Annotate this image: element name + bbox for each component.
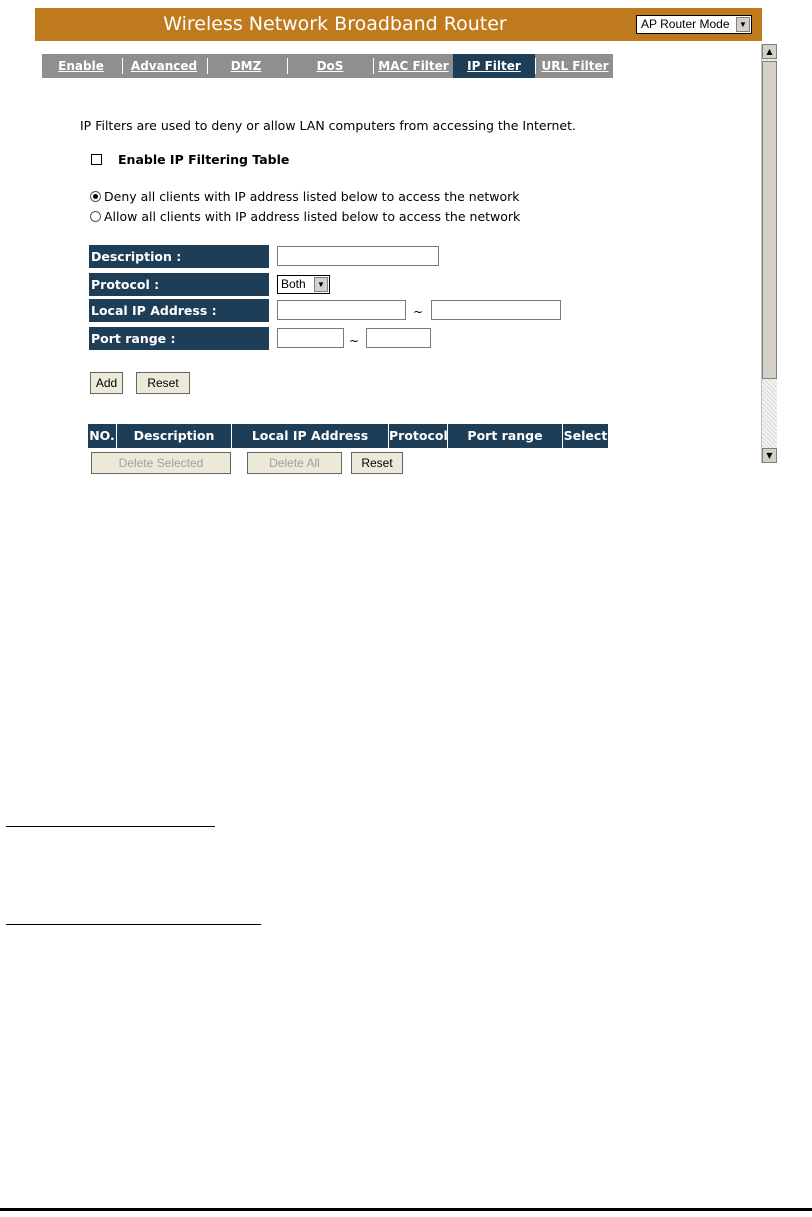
range-tilde: ~ [413, 305, 424, 319]
page-bottom-rule [0, 1208, 812, 1211]
col-description: Description [117, 424, 231, 448]
tab-bar [42, 54, 613, 78]
protocol-value: Both [281, 277, 306, 291]
port-start-input[interactable] [277, 328, 344, 348]
tab-ip-filter[interactable]: IP Filter [453, 54, 535, 78]
tab-dos[interactable]: DoS [316, 59, 344, 73]
tab-separator [373, 58, 374, 74]
tab-separator [207, 58, 208, 74]
col-local-ip: Local IP Address [232, 424, 388, 448]
reset-table-button[interactable]: Reset [351, 452, 403, 474]
col-no: NO. [88, 424, 116, 448]
enable-ip-filter-checkbox[interactable] [91, 154, 102, 165]
col-select: Select [563, 424, 608, 448]
allow-row [90, 209, 520, 224]
col-protocol: Protocol [389, 424, 447, 448]
app-header [35, 8, 762, 41]
scroll-up-icon[interactable]: ▲ [762, 44, 777, 59]
col-port-range: Port range [448, 424, 562, 448]
intro-text: IP Filters are used to deny or allow LAN computers from accessing the Internet. [80, 118, 576, 133]
description-input[interactable] [277, 246, 439, 266]
deny-radio[interactable] [90, 191, 101, 202]
enable-row [91, 152, 289, 167]
delete-selected-button[interactable]: Delete Selected [91, 452, 231, 474]
tab-separator [122, 58, 123, 74]
enable-ip-filter-label: Enable IP Filtering Table [118, 152, 290, 167]
protocol-label: Protocol : [89, 273, 269, 296]
tab-advanced[interactable]: Advanced [130, 59, 198, 73]
heading-underline [6, 826, 215, 827]
range-tilde: ~ [349, 334, 360, 348]
chevron-down-icon[interactable]: ▼ [314, 277, 328, 292]
local-ip-start-input[interactable] [277, 300, 406, 320]
port-end-input[interactable] [366, 328, 431, 348]
protocol-select[interactable] [277, 275, 330, 294]
description-label: Description : [89, 245, 269, 268]
reset-button[interactable]: Reset [136, 372, 190, 394]
scroll-down-icon[interactable]: ▼ [762, 448, 777, 463]
scrollbar-thumb[interactable] [762, 61, 777, 379]
delete-all-button[interactable]: Delete All [247, 452, 342, 474]
tab-dmz[interactable]: DMZ [230, 59, 262, 73]
mode-select[interactable] [636, 15, 752, 34]
mode-select-value: AP Router Mode [641, 17, 730, 31]
tab-enable[interactable]: Enable [58, 59, 104, 73]
allow-radio[interactable] [90, 211, 101, 222]
tab-separator [287, 58, 288, 74]
app-title: Wireless Network Broadband Router [163, 13, 507, 35]
tab-url-filter[interactable]: URL Filter [541, 59, 609, 73]
allow-label: Allow all clients with IP address listed below to access the network [104, 209, 521, 224]
deny-label: Deny all clients with IP address listed below to access the network [104, 189, 520, 204]
local-ip-label: Local IP Address : [89, 299, 269, 322]
tab-separator [535, 58, 536, 74]
chevron-down-icon[interactable]: ▼ [736, 17, 750, 32]
vertical-scrollbar[interactable] [761, 44, 777, 463]
content-frame [35, 42, 773, 470]
deny-row [90, 189, 520, 204]
tab-mac-filter[interactable]: MAC Filter [378, 59, 449, 73]
port-range-label: Port range : [89, 327, 269, 350]
add-button[interactable]: Add [90, 372, 123, 394]
local-ip-end-input[interactable] [431, 300, 561, 320]
heading-underline [6, 924, 261, 925]
